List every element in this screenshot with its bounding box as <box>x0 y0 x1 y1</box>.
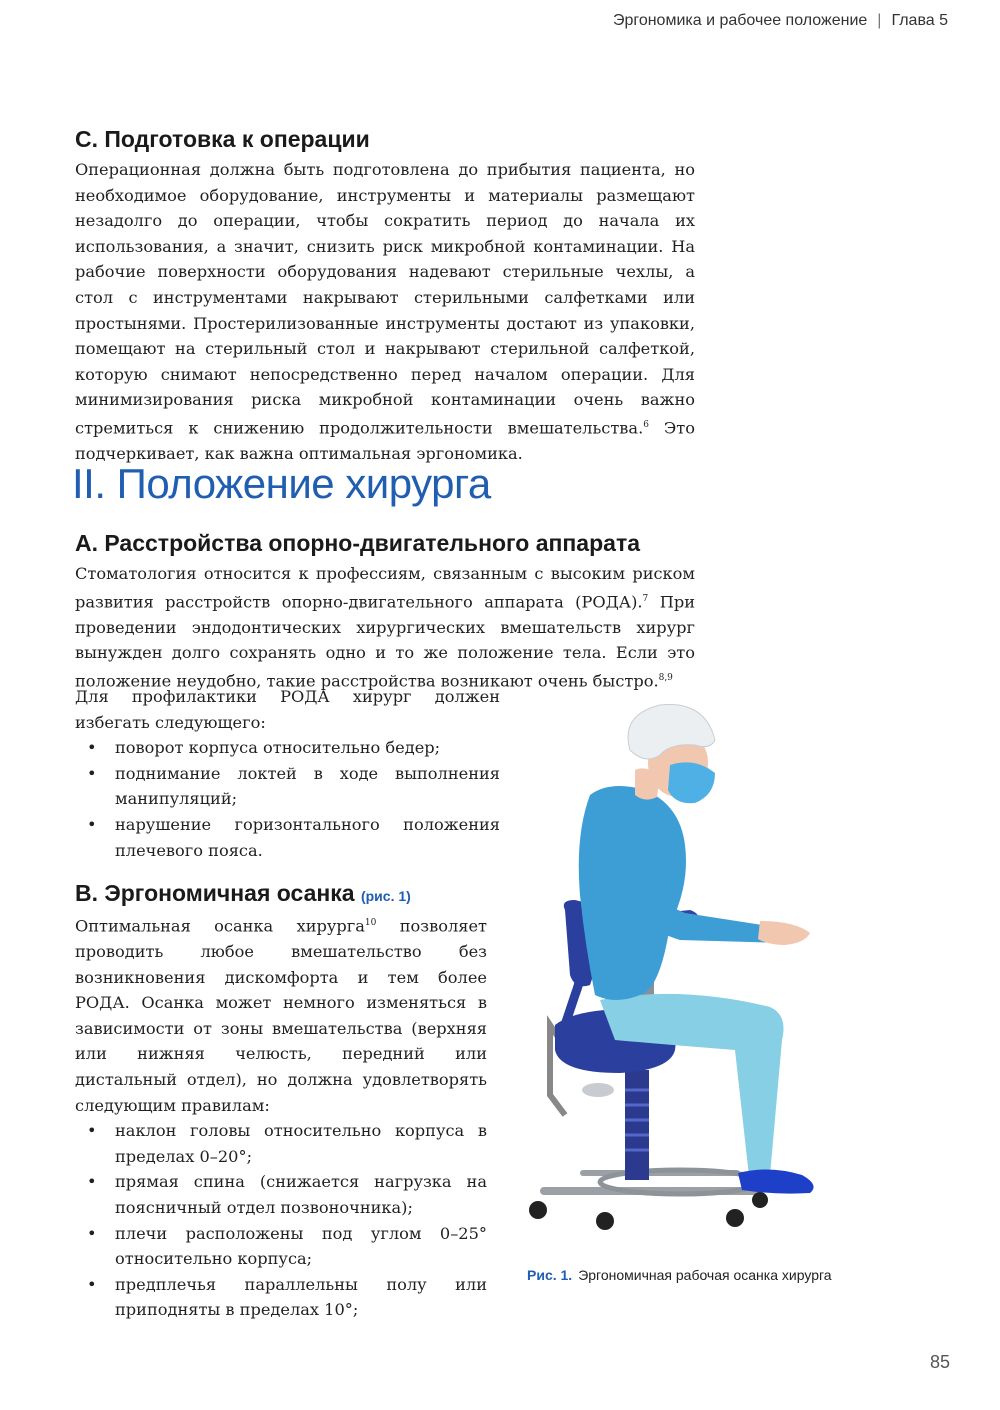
surgeon-mask <box>668 762 715 803</box>
section-c-paragraph: Операционная должна быть подготовлена до прибытия пациента, но необходимое оборудование, инструменты и материалы размещают незадолго до операции, чтобы сократить период до начала их использования, а значит, снизить риск микробной контаминации. На рабочие поверхности оборудования надевают стерильные чехлы, а стол с инструментами накрывают стерильными салфетками или простынями. Простерилизованные инструменты достают из упаковки, помещают на стерильный стол и накрывают стерильной салфеткой, которую снимают непосредственно перед началом операции. Для минимизирования риска микробной контаминации очень важно стремиться к снижению продолжительности вмешательства.$^6$ Это подчеркивает, как важна оптимальная эргономика. <box>75 160 695 463</box>
section-a-title: A. Расстройства опорно-двигательного аппарата <box>75 530 640 556</box>
header-separator: | <box>877 12 882 29</box>
chapter-section-title: II. Положение хирурга <box>72 460 491 507</box>
list-item: • плечи расположены под углом 0–25° относительно корпуса; <box>87 1223 487 1269</box>
chapter-number: Глава 5 <box>891 12 948 29</box>
section-a-bullet-list <box>75 735 500 863</box>
figure-caption <box>527 1267 832 1283</box>
section-c-title: C. Подготовка к операции <box>75 126 370 152</box>
section-a-paragraph-1: Стоматология относится к профессиям, связанным с высоким риском развития расстройств опорно-двигательного аппарата (РОДА).$^7$ При проведении эндодонтических хирургических вмешательств хирург вынужден долго сохранять одно и то же положение тела. Если это положение неудобно, такие расстройства возникают очень быстро.$^{8,9}$ <box>75 564 695 691</box>
chair-wheels <box>529 1192 768 1230</box>
chair-column <box>625 1070 649 1180</box>
section-a <box>75 530 695 694</box>
section-a-list-block <box>75 684 500 863</box>
figure-reference: (рис. 1) <box>360 888 411 904</box>
section-b-paragraph: Оптимальная осанка хирурга$^{10}$ позволяет проводить любое вмешательство без возникновения дискомфорта и тем более РОДА. Осанка может немного изменяться в зависимости от зоны вмешательства (верхняя или нижняя челюсть, передний или дистальный отдел), но должна удовлетворять следующим правилам: <box>75 916 488 1115</box>
list-item: • предплечья параллельны полу или приподняты в пределах 10°; <box>87 1274 487 1320</box>
list-item: • прямая спина (снижается нагрузка на поясничный отдел позвоночника); <box>87 1172 487 1217</box>
list-item: • поднимание локтей в ходе выполнения манипуляций; <box>87 763 500 809</box>
page-number: 85 <box>929 1352 950 1372</box>
surgeon-hands <box>758 921 810 945</box>
surgeon-shoes <box>738 1169 814 1193</box>
section-b-title: B. Эргономичная осанка (рис. 1) <box>75 880 411 906</box>
chapter-title: Эргономика и рабочее положение <box>612 12 868 29</box>
surgeon-posture-illustration <box>520 695 840 1235</box>
list-item: • поворот корпуса относительно бедер; <box>87 738 441 758</box>
section-b <box>75 880 487 1323</box>
section-a-paragraph-2: Для профилактики РОДА хирург должен избегать следующего: <box>75 687 500 732</box>
figure-caption-text: Эргономичная рабочая осанка хирурга <box>578 1267 832 1283</box>
section-c <box>75 126 695 467</box>
running-header <box>613 12 948 30</box>
list-item: • нарушение горизонтального положения плечевого пояса. <box>87 814 500 860</box>
section-b-bullet-list <box>75 1118 487 1323</box>
figure-label: Рис. 1. <box>527 1267 573 1283</box>
list-item: • наклон головы относительно корпуса в пределах 0–20°; <box>87 1121 487 1166</box>
